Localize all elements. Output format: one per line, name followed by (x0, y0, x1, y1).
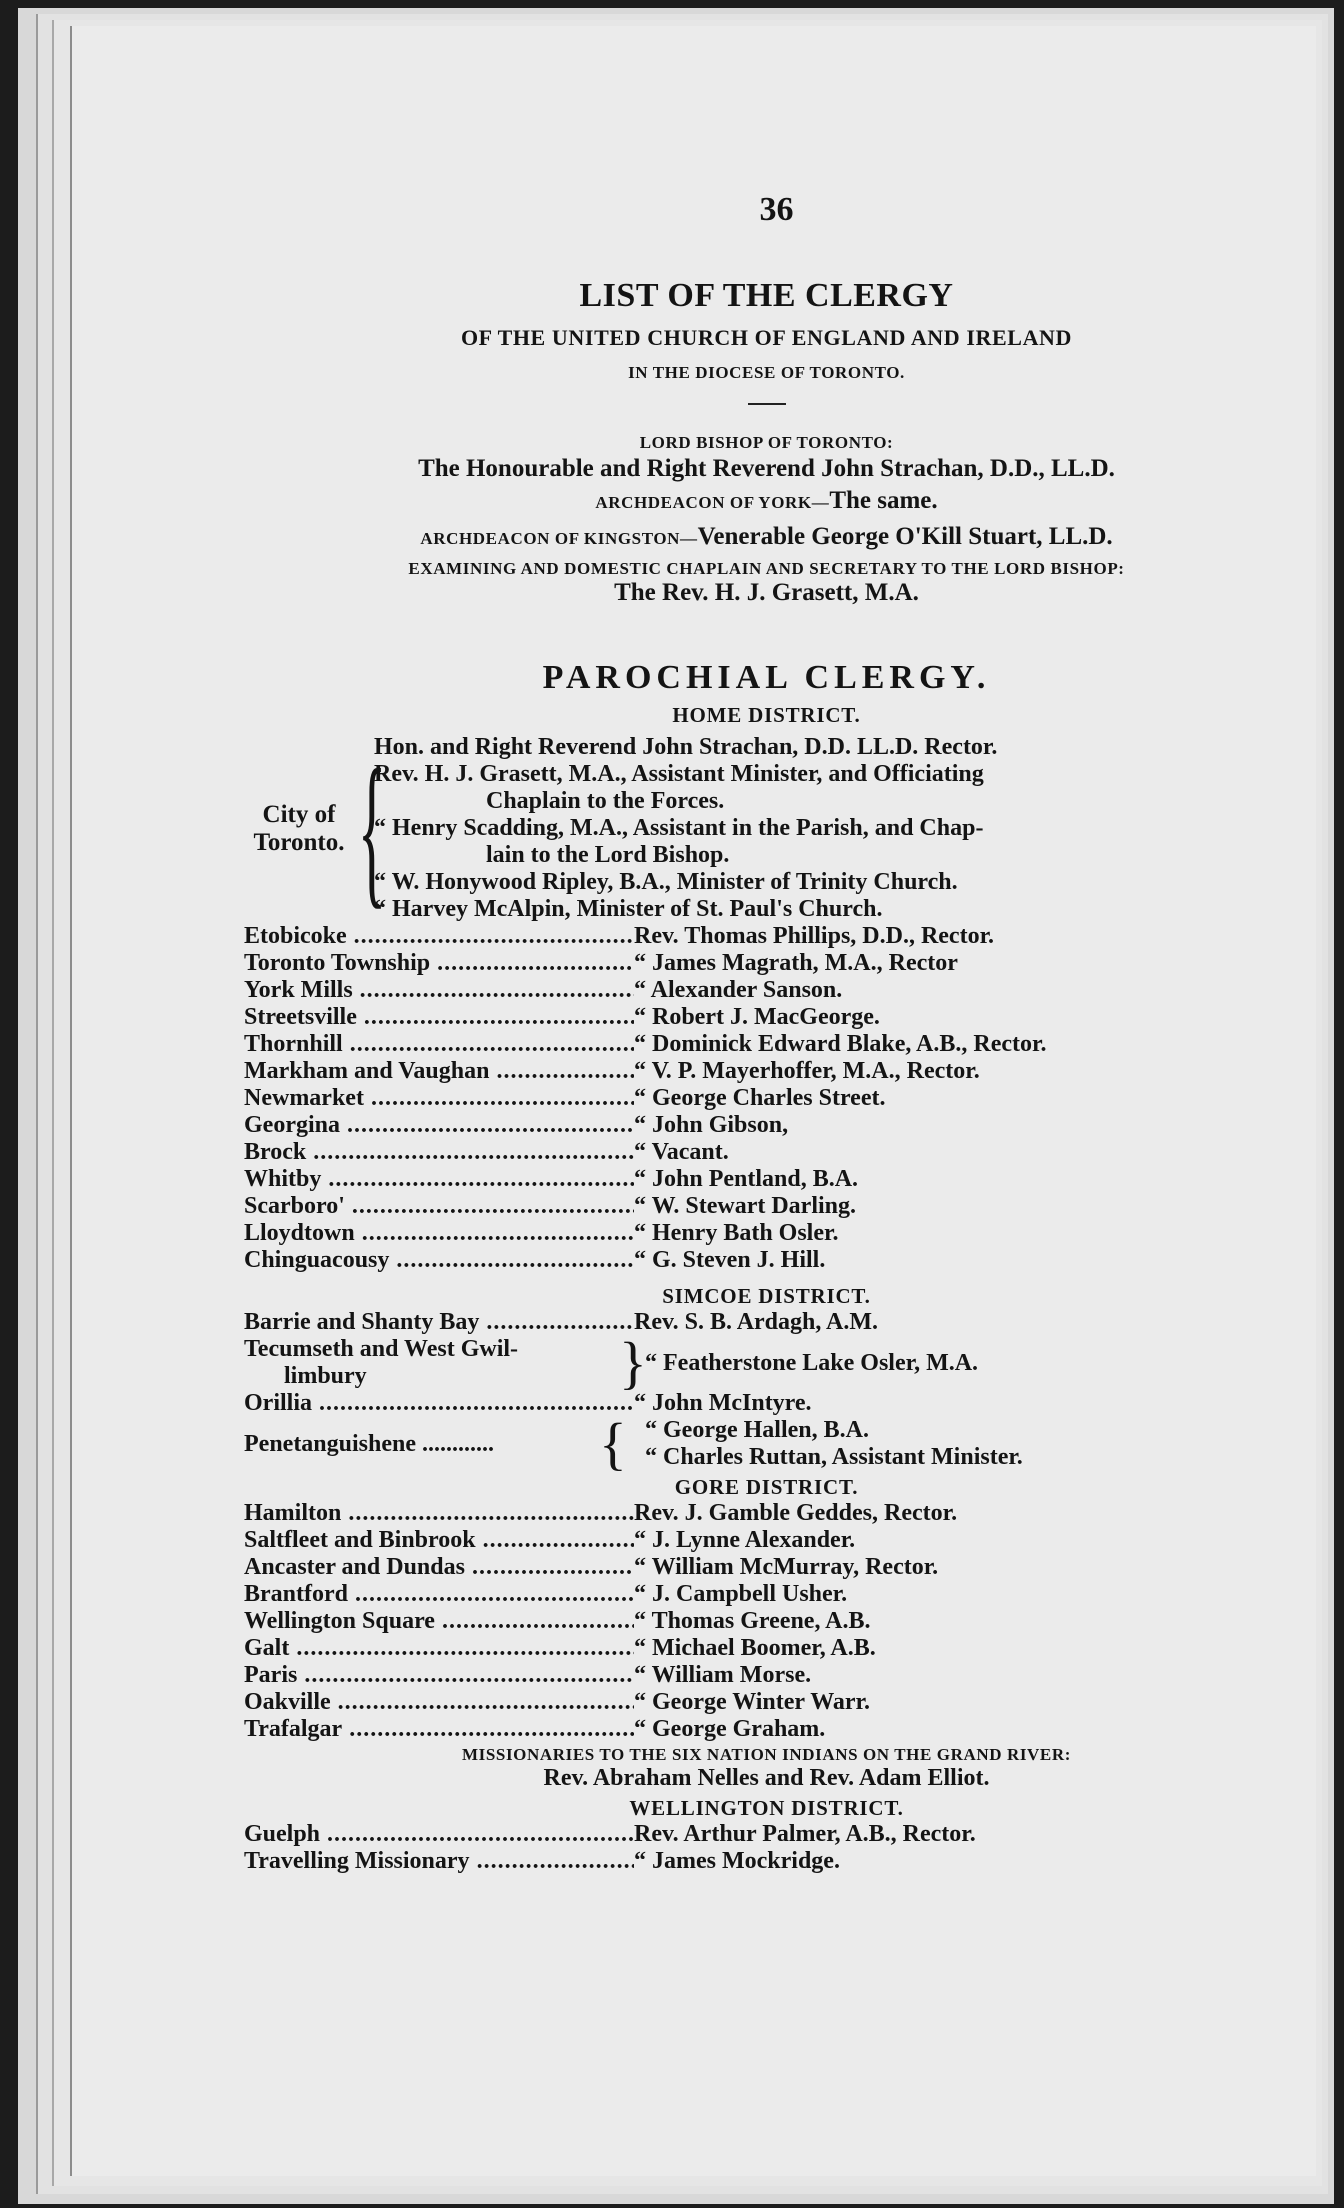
diocesan-officers (244, 433, 1289, 607)
document-page (70, 26, 1316, 2176)
home-district-list (244, 923, 1289, 1274)
list-item (244, 1500, 1289, 1527)
clergy-name: “ William Morse. (634, 1662, 812, 1688)
parish-name: Wellington Square ..... (244, 1608, 634, 1635)
archdeacon-york-heading: ARCHDEACON OF YORK— (595, 493, 830, 512)
parish-name-line: limbury (284, 1363, 367, 1389)
page-title: LIST OF THE CLERGY (579, 277, 954, 314)
parish-name: Orillia ..... (244, 1390, 634, 1417)
page-content (244, 191, 1289, 1875)
brace-glyph: { (599, 1411, 627, 1476)
list-item (244, 1527, 1289, 1554)
bishop-name: The Honourable and Right Reverend John Strachan, D.D., LL.D. (418, 455, 1115, 482)
district-heading: WELLINGTON DISTRICT. (629, 1796, 904, 1820)
clergy-name: “ Featherstone Lake Osler, M.A. (645, 1349, 979, 1376)
archdeacon-kingston-name: Venerable George O'Kill Stuart, LL.D. (697, 523, 1113, 550)
clergy-name: Rev. Arthur Palmer, A.B., Rector. (634, 1821, 976, 1847)
list-item (244, 1058, 1289, 1085)
clergy-name: “ John Pentland, B.A. (634, 1166, 859, 1192)
list-item (244, 1848, 1289, 1875)
list-item (244, 950, 1289, 977)
parish-name: Barrie and Shanty Bay ..... (244, 1309, 634, 1336)
clergy-line: Chaplain to the Forces. (486, 788, 725, 814)
list-item (244, 1247, 1289, 1274)
clergy-name: “ J. Lynne Alexander. (634, 1527, 856, 1553)
clergy-name: “ James Magrath, M.A., Rector (634, 950, 958, 976)
clergy-name: “ Henry Bath Osler. (634, 1220, 839, 1246)
parish-name: Georgina ..... (244, 1112, 634, 1139)
subtitle-diocese: IN THE DIOCESE OF TORONTO. (628, 363, 905, 382)
parish-name: Brock ..... (244, 1139, 634, 1166)
clergy-list (645, 1417, 1289, 1471)
list-item (244, 1031, 1289, 1058)
clergy-name: Rev. S. B. Ardagh, A.M. (634, 1309, 879, 1335)
list-item (244, 1390, 1289, 1417)
toronto-label (244, 801, 354, 857)
list-item (244, 1608, 1289, 1635)
list-item (244, 1112, 1289, 1139)
divider (748, 403, 786, 405)
clergy-line: “ Harvey McAlpin, Minister of St. Paul's Church. (374, 896, 883, 922)
clergy-name: “ Dominick Edward Blake, A.B., Rector. (634, 1031, 1047, 1057)
clergy-name: Rev. J. Gamble Geddes, Rector. (634, 1500, 958, 1526)
parish-name: Toronto Township ..... (244, 950, 634, 977)
list-item (244, 1662, 1289, 1689)
list-item (244, 1554, 1289, 1581)
parish-name: Saltfleet and Binbrook ..... (244, 1527, 634, 1554)
clergy-line: Rev. H. J. Grasett, M.A., Assistant Minister, and Officiating (374, 761, 984, 787)
parish-name: Guelph ..... (244, 1821, 634, 1848)
parish-name: Lloydtown ..... (244, 1220, 634, 1247)
city-label-line: City of (262, 800, 336, 828)
parish-name: Scarboro' ..... (244, 1193, 634, 1220)
archdeacon-york (244, 487, 1289, 515)
clergy-name: “ Thomas Greene, A.B. (634, 1608, 871, 1634)
simcoe-district-list (244, 1309, 1289, 1476)
parish-name: Streetsville ..... (244, 1004, 634, 1031)
chaplain-name: The Rev. H. J. Grasett, M.A. (614, 579, 919, 606)
list-item (244, 1716, 1289, 1743)
clergy-name: “ G. Steven J. Hill. (634, 1247, 826, 1273)
parish-name-line: Tecumseth and West Gwil- (244, 1336, 519, 1362)
clergy-name: “ James Mockridge. (634, 1848, 840, 1874)
chaplain-heading: EXAMINING AND DOMESTIC CHAPLAIN AND SECRETARY TO THE LORD BISHOP: (408, 559, 1125, 578)
leader-dots: ............ (416, 1430, 495, 1457)
wellington-district-list (244, 1821, 1289, 1875)
parish-name: Oakville ..... (244, 1689, 634, 1716)
parish-name-line: Penetanguishene (244, 1430, 417, 1457)
list-item (244, 1220, 1289, 1247)
clergy-name: “ V. P. Mayerhoffer, M.A., Rector. (634, 1058, 980, 1084)
district-heading: HOME DISTRICT. (672, 703, 861, 727)
parish-name: Markham and Vaughan ..... (244, 1058, 634, 1085)
archdeacon-kingston-heading: ARCHDEACON OF KINGSTON— (420, 529, 698, 548)
parish-name: Chinguacousy ..... (244, 1247, 634, 1274)
list-item (244, 1085, 1289, 1112)
list-item (244, 1139, 1289, 1166)
city-label-line: Toronto. (253, 828, 345, 856)
district-heading: GORE DISTRICT. (674, 1475, 859, 1499)
list-item (244, 923, 1289, 950)
subtitle-church: OF THE UNITED CHURCH OF ENGLAND AND IRELAND (460, 325, 1073, 350)
parish-name (244, 1336, 619, 1390)
section-title: PAROCHIAL CLERGY. (542, 659, 991, 696)
parish-name: York Mills ..... (244, 977, 634, 1004)
brace-glyph: { (357, 734, 387, 923)
parish-name: Newmarket ..... (244, 1085, 634, 1112)
bishop-heading: LORD BISHOP OF TORONTO: (639, 433, 894, 452)
clergy-name: “ Alexander Sanson. (634, 977, 843, 1003)
list-item (244, 1193, 1289, 1220)
list-item (244, 1689, 1289, 1716)
toronto-group (244, 734, 1289, 923)
list-item (244, 1166, 1289, 1193)
parish-name (244, 1431, 599, 1458)
parish-name: Brantford ..... (244, 1581, 634, 1608)
clergy-line: “ Henry Scadding, M.A., Assistant in the Parish, and Chap- (374, 815, 984, 841)
missionaries-heading: MISSIONARIES TO THE SIX NATION INDIANS ON THE GRAND RIVER: (462, 1745, 1071, 1764)
archdeacon-kingston (244, 523, 1289, 551)
district-heading: SIMCOE DISTRICT. (662, 1284, 871, 1308)
parish-name: Ancaster and Dundas ..... (244, 1554, 634, 1581)
list-item (244, 1821, 1289, 1848)
parish-name: Etobicoke ..... (244, 923, 634, 950)
clergy-line: “ W. Honywood Ripley, B.A., Minister of Trinity Church. (374, 869, 958, 895)
clergy-line: Hon. and Right Reverend John Strachan, D.D. LL.D. Rector. (374, 734, 998, 760)
parish-name: Whitby ..... (244, 1166, 634, 1193)
list-item (244, 1411, 1289, 1476)
list-item (244, 977, 1289, 1004)
clergy-name: Rev. Thomas Phillips, D.D., Rector. (634, 923, 995, 949)
clergy-name: “ George Winter Warr. (634, 1689, 870, 1715)
clergy-name: “ William McMurray, Rector. (634, 1554, 939, 1580)
missionaries-names: Rev. Abraham Nelles and Rev. Adam Elliot. (543, 1765, 990, 1791)
brace-glyph: } (619, 1330, 647, 1395)
clergy-name: “ J. Campbell Usher. (634, 1581, 848, 1607)
clergy-name: “ Michael Boomer, A.B. (634, 1635, 876, 1661)
list-item (244, 1635, 1289, 1662)
clergy-name: “ W. Stewart Darling. (634, 1193, 856, 1219)
clergy-line: lain to the Lord Bishop. (486, 842, 730, 868)
archdeacon-york-name: The same. (829, 487, 938, 514)
list-item (244, 1581, 1289, 1608)
parish-name: Hamilton ..... (244, 1500, 634, 1527)
gore-district-list (244, 1500, 1289, 1743)
parish-name: Travelling Missionary ..... (244, 1848, 634, 1875)
page-number: 36 (759, 191, 794, 228)
clergy-name: “ John McIntyre. (634, 1390, 812, 1416)
parish-name: Galt ..... (244, 1635, 634, 1662)
clergy-name: “ George Charles Street. (634, 1085, 886, 1111)
list-item (244, 1004, 1289, 1031)
parish-name: Paris ..... (244, 1662, 634, 1689)
clergy-name: “ John Gibson, (634, 1112, 789, 1138)
clergy-name: “ Charles Ruttan, Assistant Minister. (645, 1444, 1023, 1470)
list-item (244, 1309, 1289, 1336)
clergy-name: “ George Graham. (634, 1716, 826, 1742)
toronto-clergy-list (374, 734, 1289, 923)
parish-name: Trafalgar ..... (244, 1716, 634, 1743)
list-item (244, 1330, 1289, 1395)
parish-name: Thornhill ..... (244, 1031, 634, 1058)
clergy-name: “ Robert J. MacGeorge. (634, 1004, 880, 1030)
clergy-name: “ Vacant. (634, 1139, 729, 1165)
clergy-name: “ George Hallen, B.A. (645, 1417, 869, 1443)
